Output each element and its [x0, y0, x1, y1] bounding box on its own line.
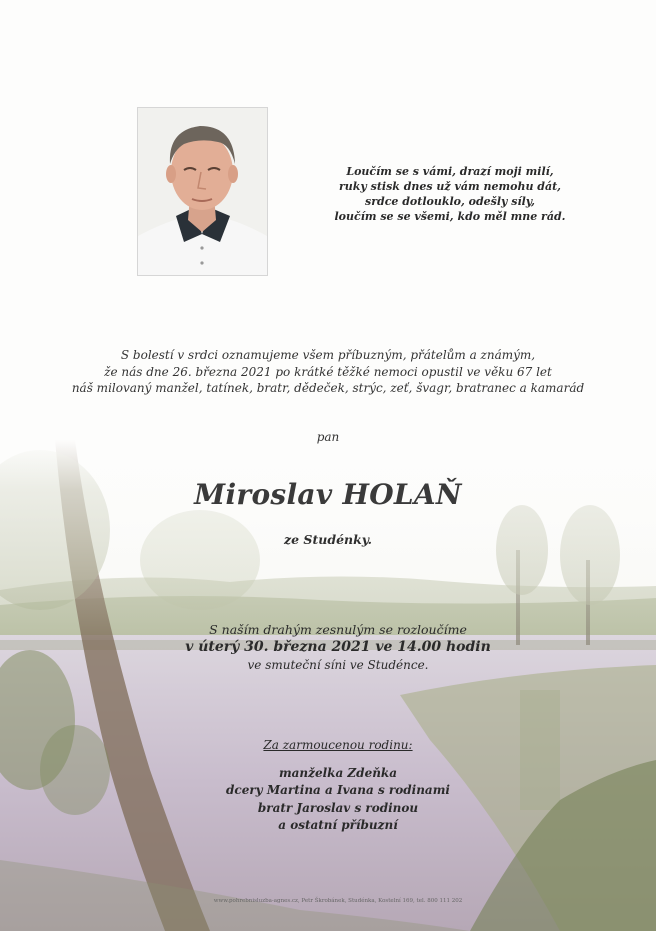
portrait-photo: [137, 107, 268, 276]
poem-line: ruky stisk dnes už vám nemohu dát,: [338, 180, 562, 193]
family-member: manželka Zdeňka: [278, 765, 398, 780]
family-member: a ostatní příbuzní: [278, 818, 398, 832]
honorific-title: pan: [316, 430, 340, 444]
ceremony-intro: S naším drahým zesnulým se rozloučíme: [209, 622, 467, 637]
farewell-poem: [300, 164, 600, 224]
deceased-origin: ze Studénky.: [284, 532, 372, 547]
funeral-service-footer: www.pohrebnisluzba-agnes.cz, Petr Škrobánek, Studénka, Kostelní 169, tel. 800 111 202: [213, 898, 463, 904]
poem-line: Loučím se s vámi, drazí moji milí,: [346, 165, 554, 178]
deceased-name: Miroslav HOLAŇ: [194, 478, 462, 511]
announcement-line: náš milovaný manžel, tatínek, bratr, dědeček, strýc, zeť, švagr, bratranec a kamarád: [71, 381, 585, 395]
family-member: dcery Martina a Ivana s rodinami: [226, 783, 450, 797]
portrait-image: [138, 108, 267, 275]
poem-line: loučím se se všemi, kdo měl mne rád.: [334, 210, 566, 223]
ceremony-date-time: v úterý 30. března 2021 ve 14.00 hodin: [185, 639, 491, 655]
family-member: bratr Jaroslav s rodinou: [257, 800, 419, 815]
family-heading: Za zarmoucenou rodinu:: [263, 738, 413, 752]
lake-landscape-image: [0, 440, 656, 931]
ceremony-location: ve smuteční síni ve Studénce.: [247, 658, 429, 672]
death-announcement: [0, 347, 656, 397]
poem-line: srdce dotlouklo, odešly síly,: [365, 195, 535, 208]
announcement-line: S bolestí v srdci oznamujeme všem příbuzným, přátelům a známým,: [120, 348, 536, 362]
ceremony-info: [0, 621, 656, 673]
grieving-family: [0, 737, 656, 835]
announcement-line: že nás dne 26. března 2021 po krátké těžké nemoci opustil ve věku 67 let: [104, 364, 552, 379]
